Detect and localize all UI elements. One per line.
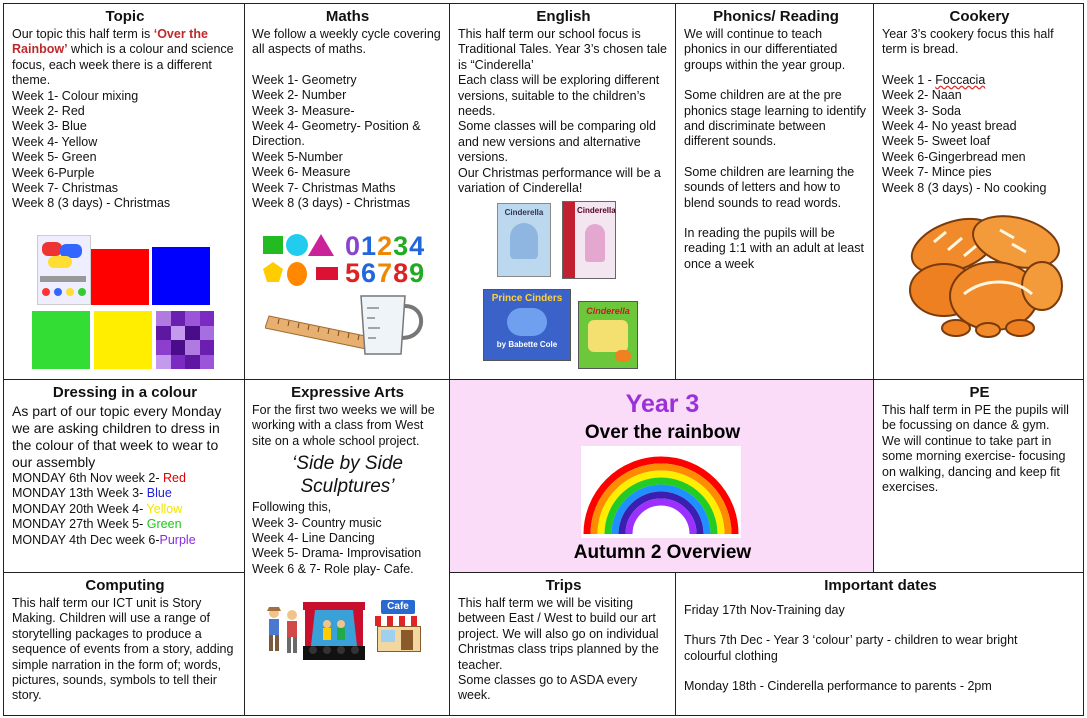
arts-title: Expressive Arts xyxy=(291,384,404,401)
english-line-2: Each class will be exploring different versions, suitable to the children’s needs. xyxy=(458,73,660,119)
year-title: Year 3 xyxy=(625,390,700,418)
arts-week-list xyxy=(252,516,443,578)
cinderella-book-2: Cinderella xyxy=(562,201,616,279)
pe-section xyxy=(873,379,1084,573)
red-square xyxy=(91,249,149,305)
important-dates-section xyxy=(675,572,1084,716)
cookery-week-list xyxy=(882,73,1077,196)
topic-week-5: Week 5- Green xyxy=(12,150,97,165)
cinderella-book-1: Cinderella xyxy=(497,203,551,277)
colour-mixing-image xyxy=(37,235,91,305)
cafe-image xyxy=(373,600,423,652)
maths-week-8: Week 8 (3 days) - Christmas xyxy=(252,196,411,211)
arts-week-4: Week 4- Line Dancing xyxy=(252,531,375,546)
dressing-day-5: MONDAY 4th Dec week 6-Purple xyxy=(12,532,196,547)
dressing-colour-green: Green xyxy=(146,517,182,532)
topic-intro xyxy=(12,27,238,89)
computing-section xyxy=(3,572,245,716)
maths-week-2: Week 2- Number xyxy=(252,88,347,103)
topic-week-6: Week 6-Purple xyxy=(12,165,95,180)
topic-week-4: Week 4- Yellow xyxy=(12,134,98,149)
maths-week-list xyxy=(252,73,443,212)
cookery-week-1: Week 1 - Foccacia xyxy=(882,72,986,87)
topic-section xyxy=(3,3,245,380)
maths-week-5: Week 5-Number xyxy=(252,149,343,164)
computing-text: This half term our ICT unit is Story Making. Children will use a range of storytelling packages to produce a sequence of events from a story, adding simple narration in the form of; words, pictures, sounds, symbols to tell their story. xyxy=(12,596,234,703)
maths-week-3: Week 3- Measure- xyxy=(252,103,355,118)
trips-line-1: This half term we will be visiting between East / West to build our art project. We will also go on individual Christmas class trips planned by the teacher. xyxy=(458,596,659,672)
english-line-1: This half term our school focus is Traditional Tales. Year 3’s chosen tale is “Cinderella’ xyxy=(458,27,667,72)
dressing-colour-blue: Blue xyxy=(146,486,172,501)
topic-theme-highlight: ‘Over the Rainbow’ xyxy=(12,27,208,57)
cookery-intro: Year 3’s cookery focus this half term is bread. xyxy=(882,27,1054,57)
blue-square xyxy=(152,247,210,305)
english-line-4: Our Christmas performance will be a variation of Cinderella! xyxy=(458,165,661,196)
english-line-3: Some classes will be comparing old and new versions and alternative versions. xyxy=(458,119,657,165)
arts-week-5: Week 5- Drama- Improvisation xyxy=(252,546,422,561)
cookery-week-7: Week 7- Mince pies xyxy=(882,165,992,180)
expressive-arts-section xyxy=(244,379,450,716)
cookery-week-1-item: Foccacia xyxy=(935,72,986,87)
english-section xyxy=(449,3,676,380)
cookery-week-8: Week 8 (3 days) - No cooking xyxy=(882,180,1047,195)
cookery-section xyxy=(873,3,1084,380)
dressing-colour-purple: Purple xyxy=(159,532,196,547)
bread-image xyxy=(904,204,1064,339)
topic-week-3: Week 3- Blue xyxy=(12,119,87,134)
numbers-row-2: 56789 xyxy=(345,258,426,288)
phonics-paragraph-2: Some children are at the pre phonics stage learning to identify and discriminate between different sounds. xyxy=(684,88,867,149)
shapes-image xyxy=(261,232,351,292)
topic-intro-before: Our topic this half term is xyxy=(12,27,154,41)
arts-week-6-7: Week 6 & 7- Role play- Cafe. xyxy=(252,561,414,576)
prince-cinders-book: Prince Cinders by Babette Cole xyxy=(483,289,571,361)
topic-week-list xyxy=(12,89,238,212)
maths-title: Maths xyxy=(325,8,370,25)
cafe-sign: Cafe xyxy=(381,600,415,614)
maths-intro: We follow a weekly cycle covering all aspects of maths. xyxy=(252,27,441,57)
overview-subtitle: Autumn 2 Overview xyxy=(573,542,752,563)
arts-intro: For the first two weeks we will be working with a class from West site on a whole school project. xyxy=(252,403,435,448)
cookery-week-4: Week 4- No yeast bread xyxy=(882,119,1017,134)
maths-week-7: Week 7- Christmas Maths xyxy=(252,180,396,195)
trips-line-2: Some classes go to ASDA every week. xyxy=(458,673,638,703)
topic-intro-after: which is a colour and science focus, each week there is a different theme. xyxy=(12,42,234,88)
computing-title: Computing xyxy=(85,577,165,594)
arts-project-title: ‘Side by Side Sculptures’ xyxy=(292,453,403,498)
cinderella-book-3: Cinderella xyxy=(578,301,638,369)
dressing-intro: As part of our topic every Monday we are asking children to dress in the colour of that week to wear to our assembly xyxy=(12,403,222,470)
cookery-title: Cookery xyxy=(949,8,1010,25)
dressing-colour-yellow: Yellow xyxy=(146,501,183,516)
trips-title: Trips xyxy=(545,577,582,594)
dressing-day-1: MONDAY 6th Nov week 2- Red xyxy=(12,471,186,485)
overview-center-panel xyxy=(449,379,876,573)
dressing-title: Dressing in a colour xyxy=(52,384,198,401)
maths-week-4: Week 4- Geometry- Position & Direction. xyxy=(252,119,421,149)
theatre-stage-image xyxy=(303,602,365,660)
dressing-day-2: MONDAY 13th Week 3- Blue xyxy=(12,486,172,501)
dates-title: Important dates xyxy=(824,577,937,594)
cookery-week-5: Week 5- Sweet loaf xyxy=(882,134,991,149)
english-text xyxy=(458,27,669,196)
measuring-jug-image xyxy=(353,290,429,360)
phonics-section xyxy=(675,3,875,380)
dates-item-1: Friday 17th Nov-Training day xyxy=(684,603,845,617)
cookery-week-6: Week 6-Gingerbread men xyxy=(882,149,1026,164)
dancers-image xyxy=(263,605,303,659)
maths-section xyxy=(244,3,450,380)
green-square xyxy=(32,311,90,369)
phonics-paragraph-4: In reading the pupils will be reading 1:1 with an adult at least once a week xyxy=(684,226,864,271)
topic-title: Topic xyxy=(105,8,145,25)
yellow-square xyxy=(94,311,152,369)
topic-week-1: Week 1- Colour mixing xyxy=(12,88,139,103)
trips-section xyxy=(449,572,676,716)
dates-item-3: Monday 18th - Cinderella performance to parents - 2pm xyxy=(684,679,992,694)
phonics-paragraph-3: Some children are learning the sounds of letters and how to blend sounds to read words. xyxy=(684,164,855,210)
phonics-title: Phonics/ Reading xyxy=(713,8,839,25)
topic-week-8: Week 8 (3 days) - Christmas xyxy=(12,196,171,211)
cookery-week-2: Week 2- Naan xyxy=(882,88,962,103)
maths-week-6: Week 6- Measure xyxy=(252,165,351,180)
phonics-paragraph-1: We will continue to teach phonics in our differentiated groups within the year group. xyxy=(684,27,846,72)
dressing-section xyxy=(3,379,245,573)
dressing-day-list xyxy=(12,471,238,548)
english-title: English xyxy=(536,8,591,25)
pe-line-2: We will continue to take part in some morning exercise- focusing on walking, dancing and keep fit exercises. xyxy=(882,433,1066,495)
dressing-day-4: MONDAY 27th Week 5- Green xyxy=(12,517,182,532)
topic-week-2: Week 2- Red xyxy=(12,104,85,119)
dressing-colour-red: Red xyxy=(162,471,186,485)
numbers-image xyxy=(345,233,425,287)
arts-week-3: Week 3- Country music xyxy=(252,515,382,530)
pe-title: PE xyxy=(969,384,990,401)
pe-line-1: This half term in PE the pupils will be focussing on dance & gym. xyxy=(882,403,1069,433)
dressing-day-3: MONDAY 20th Week 4- Yellow xyxy=(12,501,183,516)
cookery-week-3: Week 3- Soda xyxy=(882,103,961,118)
rainbow-image xyxy=(581,446,741,538)
dates-item-2: Thurs 7th Dec - Year 3 ‘colour’ party - children to wear bright colourful clothing xyxy=(684,633,1018,663)
numbers-row-1: 01234 xyxy=(345,231,426,261)
maths-week-1: Week 1- Geometry xyxy=(252,72,357,87)
theme-title: Over the rainbow xyxy=(584,422,741,443)
purple-squares-image xyxy=(156,311,214,369)
arts-following: Following this, xyxy=(252,500,332,515)
topic-week-7: Week 7- Christmas xyxy=(12,181,119,196)
